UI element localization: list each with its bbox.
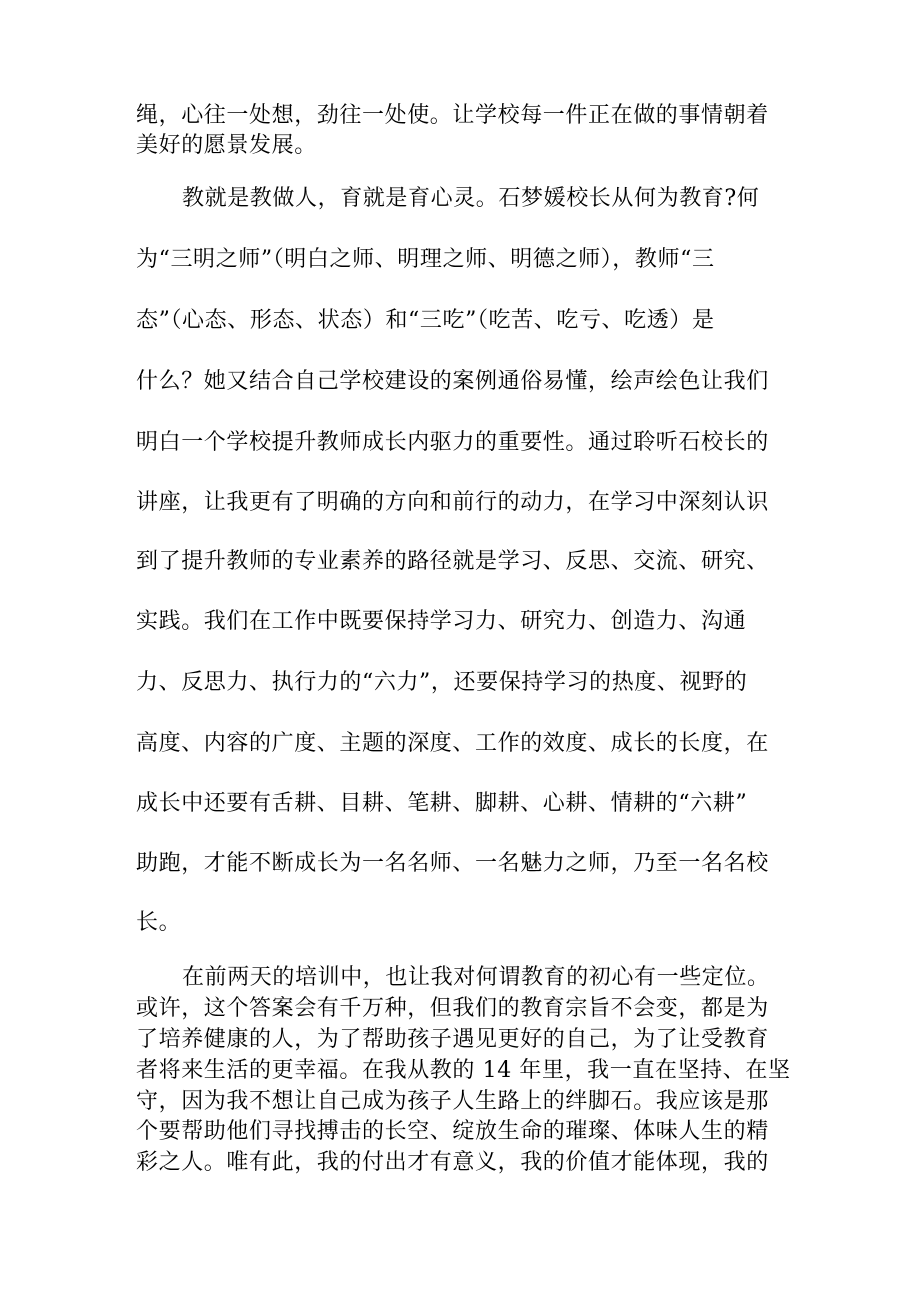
paragraph-2-line: 为“三明之师”（明白之师、明理之师、明德之师），教师“三 (136, 247, 715, 272)
paragraph-2-line: 到了提升教师的专业素养的路径就是学习、反思、交流、研究、 (136, 549, 769, 574)
paragraph-3-line: 者将来生活的更幸福。在我从教的 14 年里，我一直在坚持、在坚 (136, 1058, 791, 1083)
paragraph-2-line: 教就是教做人，育就是育心灵。石梦媛校长从何为教育?何 (182, 186, 760, 211)
paragraph-1-line: 绳，心往一处想，劲往一处使。让学校每一件正在做的事情朝着 (136, 103, 769, 128)
paragraph-2-line: 什么？她又结合自己学校建设的案例通俗易懂，绘声绘色让我们 (136, 369, 769, 394)
paragraph-2-line: 明白一个学校提升教师成长内驱力的重要性。通过聆听石校长的 (136, 430, 769, 455)
paragraph-1-line: 美好的愿景发展。 (136, 133, 317, 158)
paragraph-2-line: 力、反思力、执行力的“六力”，还要保持学习的热度、视野的 (136, 670, 748, 695)
paragraph-2-line: 助跑，才能不断成长为一名名师、一名魅力之师，乃至一名名校 (136, 851, 769, 876)
paragraph-2-line: 高度、内容的广度、主题的深度、工作的效度、成长的长度，在 (136, 731, 769, 756)
paragraph-2-line: 态”（心态、形态、状态）和“三吃”（吃苦、吃亏、吃透）是 (136, 308, 715, 333)
paragraph-3-line: 在前两天的培训中，也让我对何谓教育的初心有一些定位。 (182, 965, 770, 990)
paragraph-3-line: 个要帮助他们寻找搏击的长空、绽放生命的璀璨、体味人生的精 (136, 1119, 769, 1144)
paragraph-2-line: 成长中还要有舌耕、目耕、笔耕、脚耕、心耕、情耕的“六耕” (136, 791, 748, 816)
paragraph-3-line: 守，因为我不想让自己成为孩子人生路上的绊脚石。我应该是那 (136, 1089, 769, 1114)
paragraph-3-line: 或许，这个答案会有千万种，但我们的教育宗旨不会变，都是为 (136, 996, 769, 1021)
paragraph-2-line: 实践。我们在工作中既要保持学习力、研究力、创造力、沟通 (136, 609, 747, 634)
paragraph-3-line: 彩之人。唯有此，我的付出才有意义，我的价值才能体现，我的 (136, 1150, 769, 1175)
paragraph-3-line: 了培养健康的人，为了帮助孩子遇见更好的自己，为了让受教育 (136, 1027, 769, 1052)
paragraph-2-line: 讲座，让我更有了明确的方向和前行的动力，在学习中深刻认识 (136, 490, 769, 515)
paragraph-2-line: 长。 (136, 910, 182, 935)
